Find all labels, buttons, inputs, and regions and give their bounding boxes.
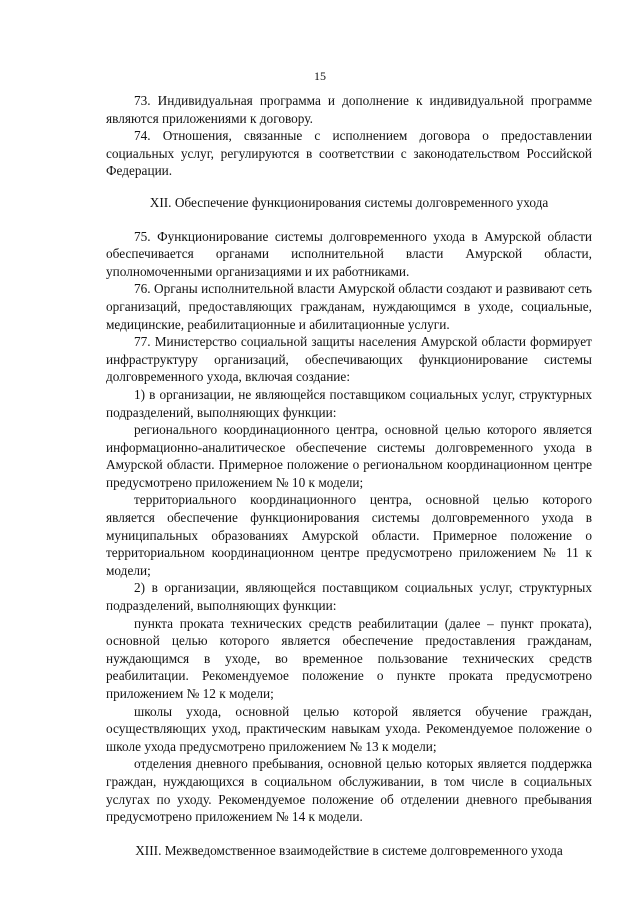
document-body (106, 92, 592, 859)
page-number: 15 (314, 69, 326, 83)
paragraph-76: 76. Органы исполнительной власти Амурской области создают и развивают сеть организаций, предоставляющих гражданам, нуждающимся в уходе, социальные, медицинские, реабилитационные и абилитационные услуги. (106, 281, 592, 332)
paragraph-77: 77. Министерство социальной защиты населения Амурской области формирует инфраструктуру организаций, обеспечивающих функционирование системы долговременного ухода, включая создание: (106, 334, 592, 385)
care-school-paragraph: школы ухода, основной целью которой является обучение граждан, осуществляющих уход, практическим навыкам ухода. Рекомендуемое положение о школе ухода предусмотрено приложением № 13 к модели; (106, 703, 592, 754)
section-heading-xiii: XIII. Межведомственное взаимодействие в системе долговременного ухода (135, 842, 563, 858)
paragraph-75: 75. Функционирование системы долговременного ухода в Амурской области обеспечивается органами исполнительной власти Амурской области, уполномоченными организациями и их работниками. (106, 228, 592, 279)
territorial-center-paragraph: территориального координационного центра, основной целью которого является обеспечение функционирования системы долговременного ухода в муниципальных образованиях Амурской области. Примерное положение о территориальном координационном центре предусмотрено приложением № 11 к модели; (106, 492, 592, 578)
list-item-1: 1) в организации, не являющейся поставщиком социальных услуг, структурных подразделений, выполняющих функции: (106, 386, 592, 420)
paragraph-73: 73. Индивидуальная программа и дополнение к индивидуальной программе являются приложениями к договору. (106, 93, 592, 126)
section-heading-xii: XII. Обеспечение функционирования системы долговременного ухода (149, 194, 549, 210)
list-item-2: 2) в организации, являющейся поставщиком социальных услуг, структурных подразделений, выполняющих функции: (106, 580, 592, 614)
regional-center-paragraph: регионального координационного центра, основной целью которого является информационно-аналитическое обеспечение системы долговременного ухода в Амурской области. Примерное положение о региональном координационном центре предусмотрено приложением № 10 к модели; (106, 422, 592, 490)
paragraph-74: 74. Отношения, связанные с исполнением договора о предоставлении социальных услуг, регулируются в соответствии с законодательством Российской Федерации. (106, 128, 592, 179)
rental-point-paragraph: пункта проката технических средств реабилитации (далее – пункт проката), основной целью которого является обеспечение предоставления гражданам, нуждающимся в уходе, во временное пользование технических средств реабилитации. Рекомендуемое положение о пункте проката предусмотрено приложением № 12 к модели; (106, 615, 592, 701)
day-care-paragraph: отделения дневного пребывания, основной целью которых является поддержка граждан, нуждающихся в социальном обслуживании, в том числе в социальных услугах по уходу. Рекомендуемое положение об отделении дневного пребывания предусмотрено приложением № 14 к модели. (106, 756, 592, 825)
